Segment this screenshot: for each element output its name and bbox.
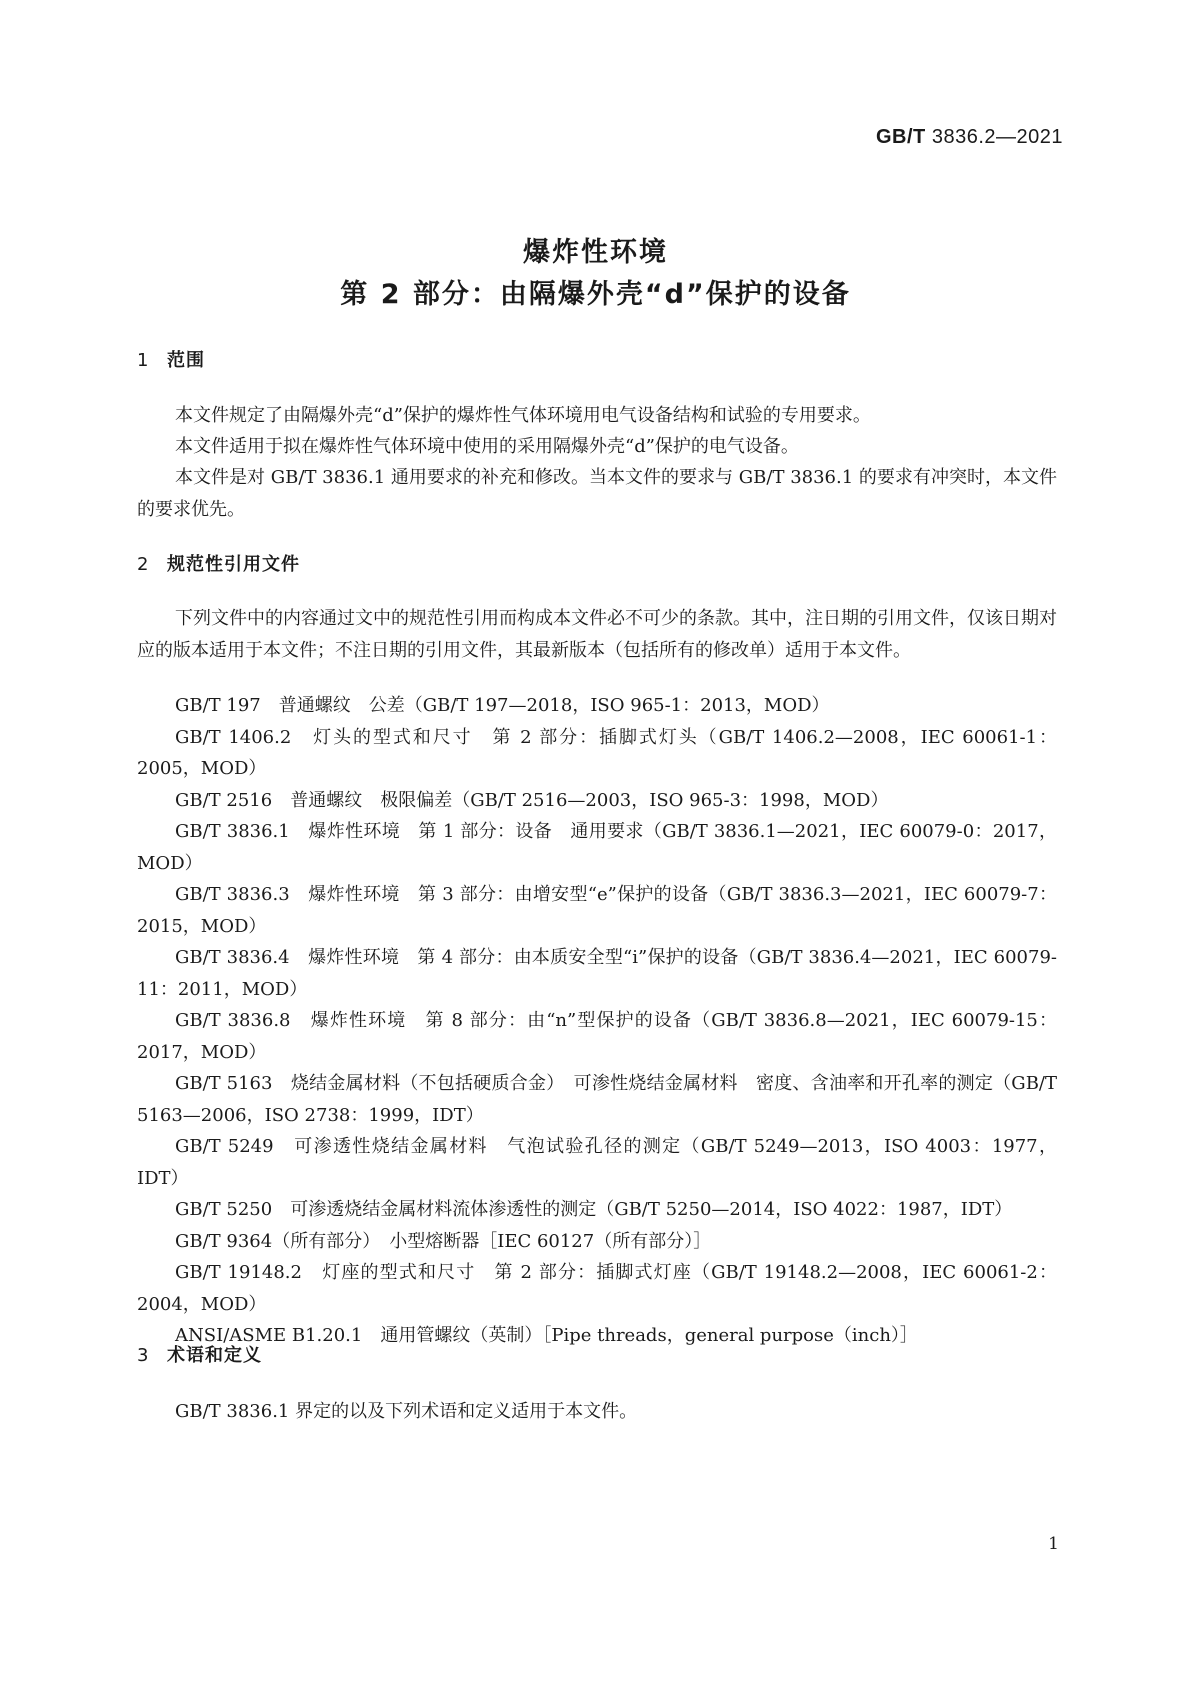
reference-item: GB/T 197 普通螺纹 公差（GB/T 197—2018，ISO 965-1：2013，MOD）	[175, 695, 830, 716]
scope-paragraph-3: 本文件是对 GB/T 3836.1 通用要求的补充和修改。当本文件的要求与 GB/T 3836.1 的要求有冲突时，本文件的要求优先。	[137, 467, 1057, 520]
document-title-line-2: 第 2 部分：由隔爆外壳“d”保护的设备	[340, 279, 851, 310]
reference-item: GB/T 3836.8 爆炸性环境 第 8 部分：由“n”型保护的设备（GB/T 3836.8—2021，IEC 60079-15：2017，MOD）	[137, 1010, 1057, 1063]
reference-item: GB/T 5249 可渗透性烧结金属材料 气泡试验孔径的测定（GB/T 5249—2013，ISO 4003：1977，IDT）	[137, 1136, 1057, 1189]
reference-list	[137, 690, 1057, 1352]
document-title-line-1: 爆炸性环境	[523, 237, 668, 268]
reference-item: GB/T 5163 烧结金属材料（不包括硬质合金） 可渗性烧结金属材料 密度、含油率和开孔率的测定（GB/T 5163—2006，ISO 2738：1999，IDT）	[137, 1073, 1057, 1126]
section-number: 1	[137, 350, 150, 371]
reference-item: GB/T 19148.2 灯座的型式和尺寸 第 2 部分：插脚式灯座（GB/T 19148.2—2008，IEC 60061-2：2004，MOD）	[137, 1262, 1057, 1315]
reference-item: ANSI/ASME B1.20.1 通用管螺纹（英制）［Pipe threads，general purpose（inch）］	[175, 1325, 918, 1346]
section-heading-normative-references	[137, 550, 300, 576]
standard-prefix: GB/T	[875, 126, 926, 148]
terms-intro-paragraph: GB/T 3836.1 界定的以及下列术语和定义适用于本文件。	[175, 1401, 638, 1422]
section-title: 术语和定义	[167, 1345, 262, 1366]
section-title: 规范性引用文件	[167, 554, 300, 575]
reference-item: GB/T 9364（所有部分） 小型熔断器［IEC 60127（所有部分）］	[175, 1230, 712, 1252]
scope-paragraph-2: 本文件适用于拟在爆炸性气体环境中使用的采用隔爆外壳“d”保护的电气设备。	[175, 436, 799, 457]
standard-number: 3836.2—2021	[931, 126, 1063, 148]
section-heading-scope	[137, 346, 205, 372]
section-number: 2	[137, 554, 150, 575]
normative-intro-paragraph: 下列文件中的内容通过文中的规范性引用而构成本文件必不可少的条款。其中，注日期的引用文件，仅该日期对应的版本适用于本文件；不注日期的引用文件，其最新版本（包括所有的修改单）适用于本文件。	[137, 608, 1057, 661]
reference-item: GB/T 3836.4 爆炸性环境 第 4 部分：由本质安全型“i”保护的设备（GB/T 3836.4—2021，IEC 60079-11：2011，MOD）	[137, 947, 1057, 1000]
reference-item: GB/T 5250 可渗透烧结金属材料流体渗透性的测定（GB/T 5250—2014，ISO 4022：1987，IDT）	[175, 1199, 1013, 1220]
section-number: 3	[137, 1345, 150, 1366]
page-number: 1	[1048, 1534, 1059, 1554]
reference-item: GB/T 2516 普通螺纹 极限偏差（GB/T 2516—2003，ISO 965-3：1998，MOD）	[175, 789, 889, 811]
reference-item: GB/T 3836.3 爆炸性环境 第 3 部分：由增安型“e”保护的设备（GB/T 3836.3—2021，IEC 60079-7：2015，MOD）	[137, 884, 1057, 937]
reference-item: GB/T 1406.2 灯头的型式和尺寸 第 2 部分：插脚式灯头（GB/T 1406.2—2008，IEC 60061-1：2005，MOD）	[137, 726, 1057, 779]
scope-paragraph-1: 本文件规定了由隔爆外壳“d”保护的爆炸性气体环境用电气设备结构和试验的专用要求。	[175, 405, 871, 426]
reference-item: GB/T 3836.1 爆炸性环境 第 1 部分：设备 通用要求（GB/T 3836.1—2021，IEC 60079-0：2017，MOD）	[137, 821, 1057, 874]
standard-code	[876, 126, 1063, 149]
section-heading-terms-and-definitions	[137, 1341, 262, 1367]
section-title: 范围	[167, 350, 205, 371]
